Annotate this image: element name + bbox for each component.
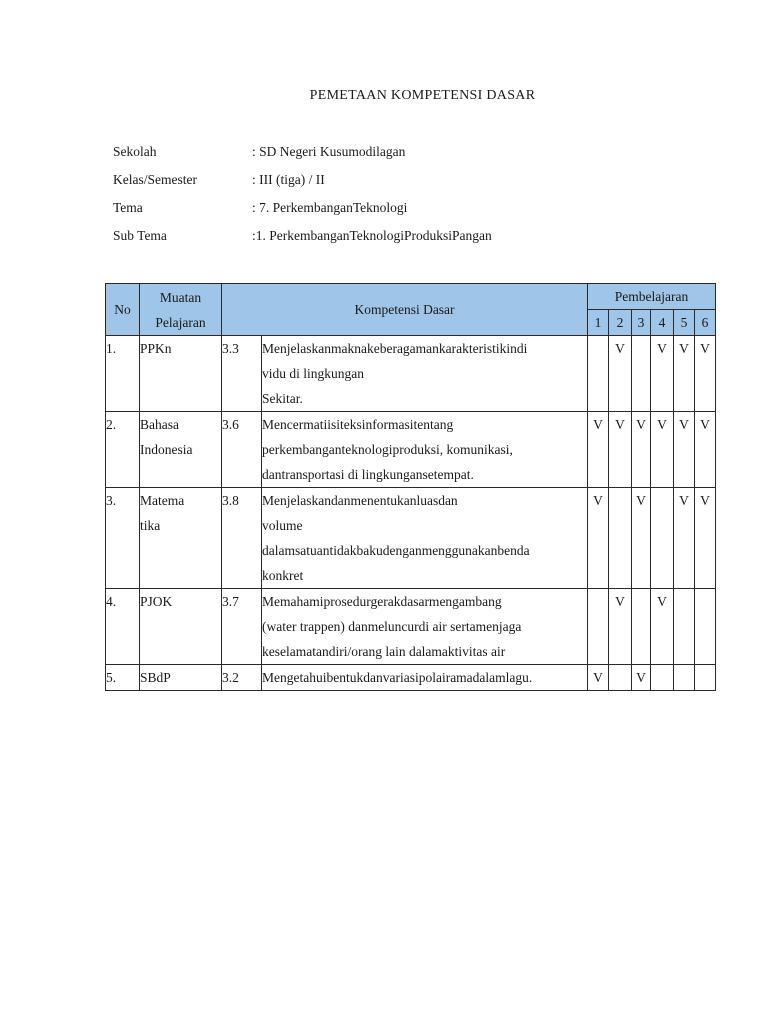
row-kd: 3.2 xyxy=(222,665,262,691)
mark-cell: V xyxy=(674,488,695,589)
row-muatan xyxy=(140,412,222,488)
header-col-3: 3 xyxy=(632,310,651,336)
header-muatan-line2: Pelajaran xyxy=(155,314,206,330)
header-pembelajaran: Pembelajaran xyxy=(588,284,716,310)
muatan-line: Matema xyxy=(140,493,185,508)
header-col-2: 2 xyxy=(609,310,632,336)
desc-line: dalamsatuantidakbakudenganmenggunakanbenda xyxy=(262,543,530,558)
desc-line: keselamatandiri/orang lain dalamaktivitas air xyxy=(262,644,506,659)
header-muatan-line1: Muatan xyxy=(159,289,202,305)
table-row xyxy=(106,589,716,665)
mark-cell: V xyxy=(588,488,609,589)
desc-line: konkret xyxy=(262,568,304,583)
mark-cell xyxy=(651,665,674,691)
info-label: Tema xyxy=(113,200,143,215)
info-value: : SD Negeri Kusumodilagan xyxy=(252,144,406,159)
row-muatan xyxy=(140,665,222,691)
info-label: Sekolah xyxy=(113,144,157,159)
table-row xyxy=(106,488,716,589)
desc-line: Sekitar. xyxy=(262,391,303,406)
desc-line: Memahamiprosedurgerakdasarmengambang xyxy=(262,594,502,609)
row-no: 4. xyxy=(106,589,140,665)
info-block xyxy=(113,143,492,255)
muatan-line: PPKn xyxy=(140,341,172,356)
mark-cell: V xyxy=(651,412,674,488)
mark-cell: V xyxy=(588,665,609,691)
row-no: 2. xyxy=(106,412,140,488)
header-col-5: 5 xyxy=(674,310,695,336)
header-col-4: 4 xyxy=(651,310,674,336)
row-desc xyxy=(262,589,588,665)
mark-cell xyxy=(695,665,716,691)
row-kd: 3.8 xyxy=(222,488,262,589)
mark-cell: V xyxy=(695,488,716,589)
desc-line: Menjelaskanmaknakeberagamankarakteristikindi xyxy=(262,341,528,356)
table-row xyxy=(106,412,716,488)
muatan-line: SBdP xyxy=(140,670,171,685)
header-col-1: 1 xyxy=(588,310,609,336)
row-kd: 3.7 xyxy=(222,589,262,665)
desc-line: vidu di lingkungan xyxy=(262,366,364,381)
header-col-6: 6 xyxy=(695,310,716,336)
mark-cell: V xyxy=(632,488,651,589)
desc-line: (water trappen) danmeluncurdi air sertamenjaga xyxy=(262,619,522,634)
muatan-line: PJOK xyxy=(140,594,173,609)
page-title: PEMETAAN KOMPETENSI DASAR xyxy=(309,88,536,103)
info-row-kelas xyxy=(113,171,492,199)
mark-cell xyxy=(609,488,632,589)
desc-line: perkembanganteknologiproduksi, komunikasi, xyxy=(262,442,513,457)
row-desc xyxy=(262,488,588,589)
mark-cell: V xyxy=(651,589,674,665)
table-row xyxy=(106,336,716,412)
info-row-sekolah xyxy=(113,143,492,171)
mark-cell xyxy=(674,589,695,665)
info-value: :1. PerkembanganTeknologiProduksiPangan xyxy=(252,228,492,243)
mark-cell: V xyxy=(588,412,609,488)
muatan-line: Bahasa xyxy=(140,417,179,432)
competency-table xyxy=(105,283,716,691)
desc-line: volume xyxy=(262,518,303,533)
row-muatan xyxy=(140,488,222,589)
header-no: No xyxy=(106,284,140,336)
muatan-line: Indonesia xyxy=(140,442,193,457)
mark-cell xyxy=(651,488,674,589)
mark-cell xyxy=(674,665,695,691)
header-muatan xyxy=(140,284,222,336)
info-label: Kelas/Semester xyxy=(113,172,197,187)
info-value: : 7. PerkembanganTeknologi xyxy=(252,200,408,215)
row-no: 3. xyxy=(106,488,140,589)
mark-cell: V xyxy=(695,336,716,412)
row-desc xyxy=(262,665,588,691)
header-kompetensi: Kompetensi Dasar xyxy=(222,284,588,336)
desc-line: Mencermatiisiteksinformasitentang xyxy=(262,417,454,432)
mark-cell: V xyxy=(651,336,674,412)
row-desc xyxy=(262,336,588,412)
row-no: 1. xyxy=(106,336,140,412)
mark-cell: V xyxy=(674,336,695,412)
mark-cell xyxy=(588,589,609,665)
row-muatan xyxy=(140,336,222,412)
mark-cell xyxy=(632,336,651,412)
desc-line: Mengetahuibentukdanvariasipolairamadalamlagu. xyxy=(262,670,533,685)
row-desc xyxy=(262,412,588,488)
mark-cell: V xyxy=(674,412,695,488)
info-row-tema xyxy=(113,199,492,227)
desc-line: Menjelaskandanmenentukanluasdan xyxy=(262,493,458,508)
mark-cell xyxy=(695,589,716,665)
desc-line: dantransportasi di lingkungansetempat. xyxy=(262,467,474,482)
mark-cell xyxy=(632,589,651,665)
muatan-line: tika xyxy=(140,518,161,533)
mark-cell: V xyxy=(632,412,651,488)
info-value: : III (tiga) / II xyxy=(252,172,325,187)
mark-cell xyxy=(588,336,609,412)
row-no: 5. xyxy=(106,665,140,691)
info-row-subtema xyxy=(113,227,492,255)
table-row xyxy=(106,665,716,691)
mark-cell xyxy=(609,665,632,691)
mark-cell: V xyxy=(632,665,651,691)
mark-cell: V xyxy=(609,412,632,488)
row-kd: 3.3 xyxy=(222,336,262,412)
row-kd: 3.6 xyxy=(222,412,262,488)
mark-cell: V xyxy=(695,412,716,488)
row-muatan xyxy=(140,589,222,665)
mark-cell: V xyxy=(609,336,632,412)
info-label: Sub Tema xyxy=(113,228,167,243)
mark-cell: V xyxy=(609,589,632,665)
